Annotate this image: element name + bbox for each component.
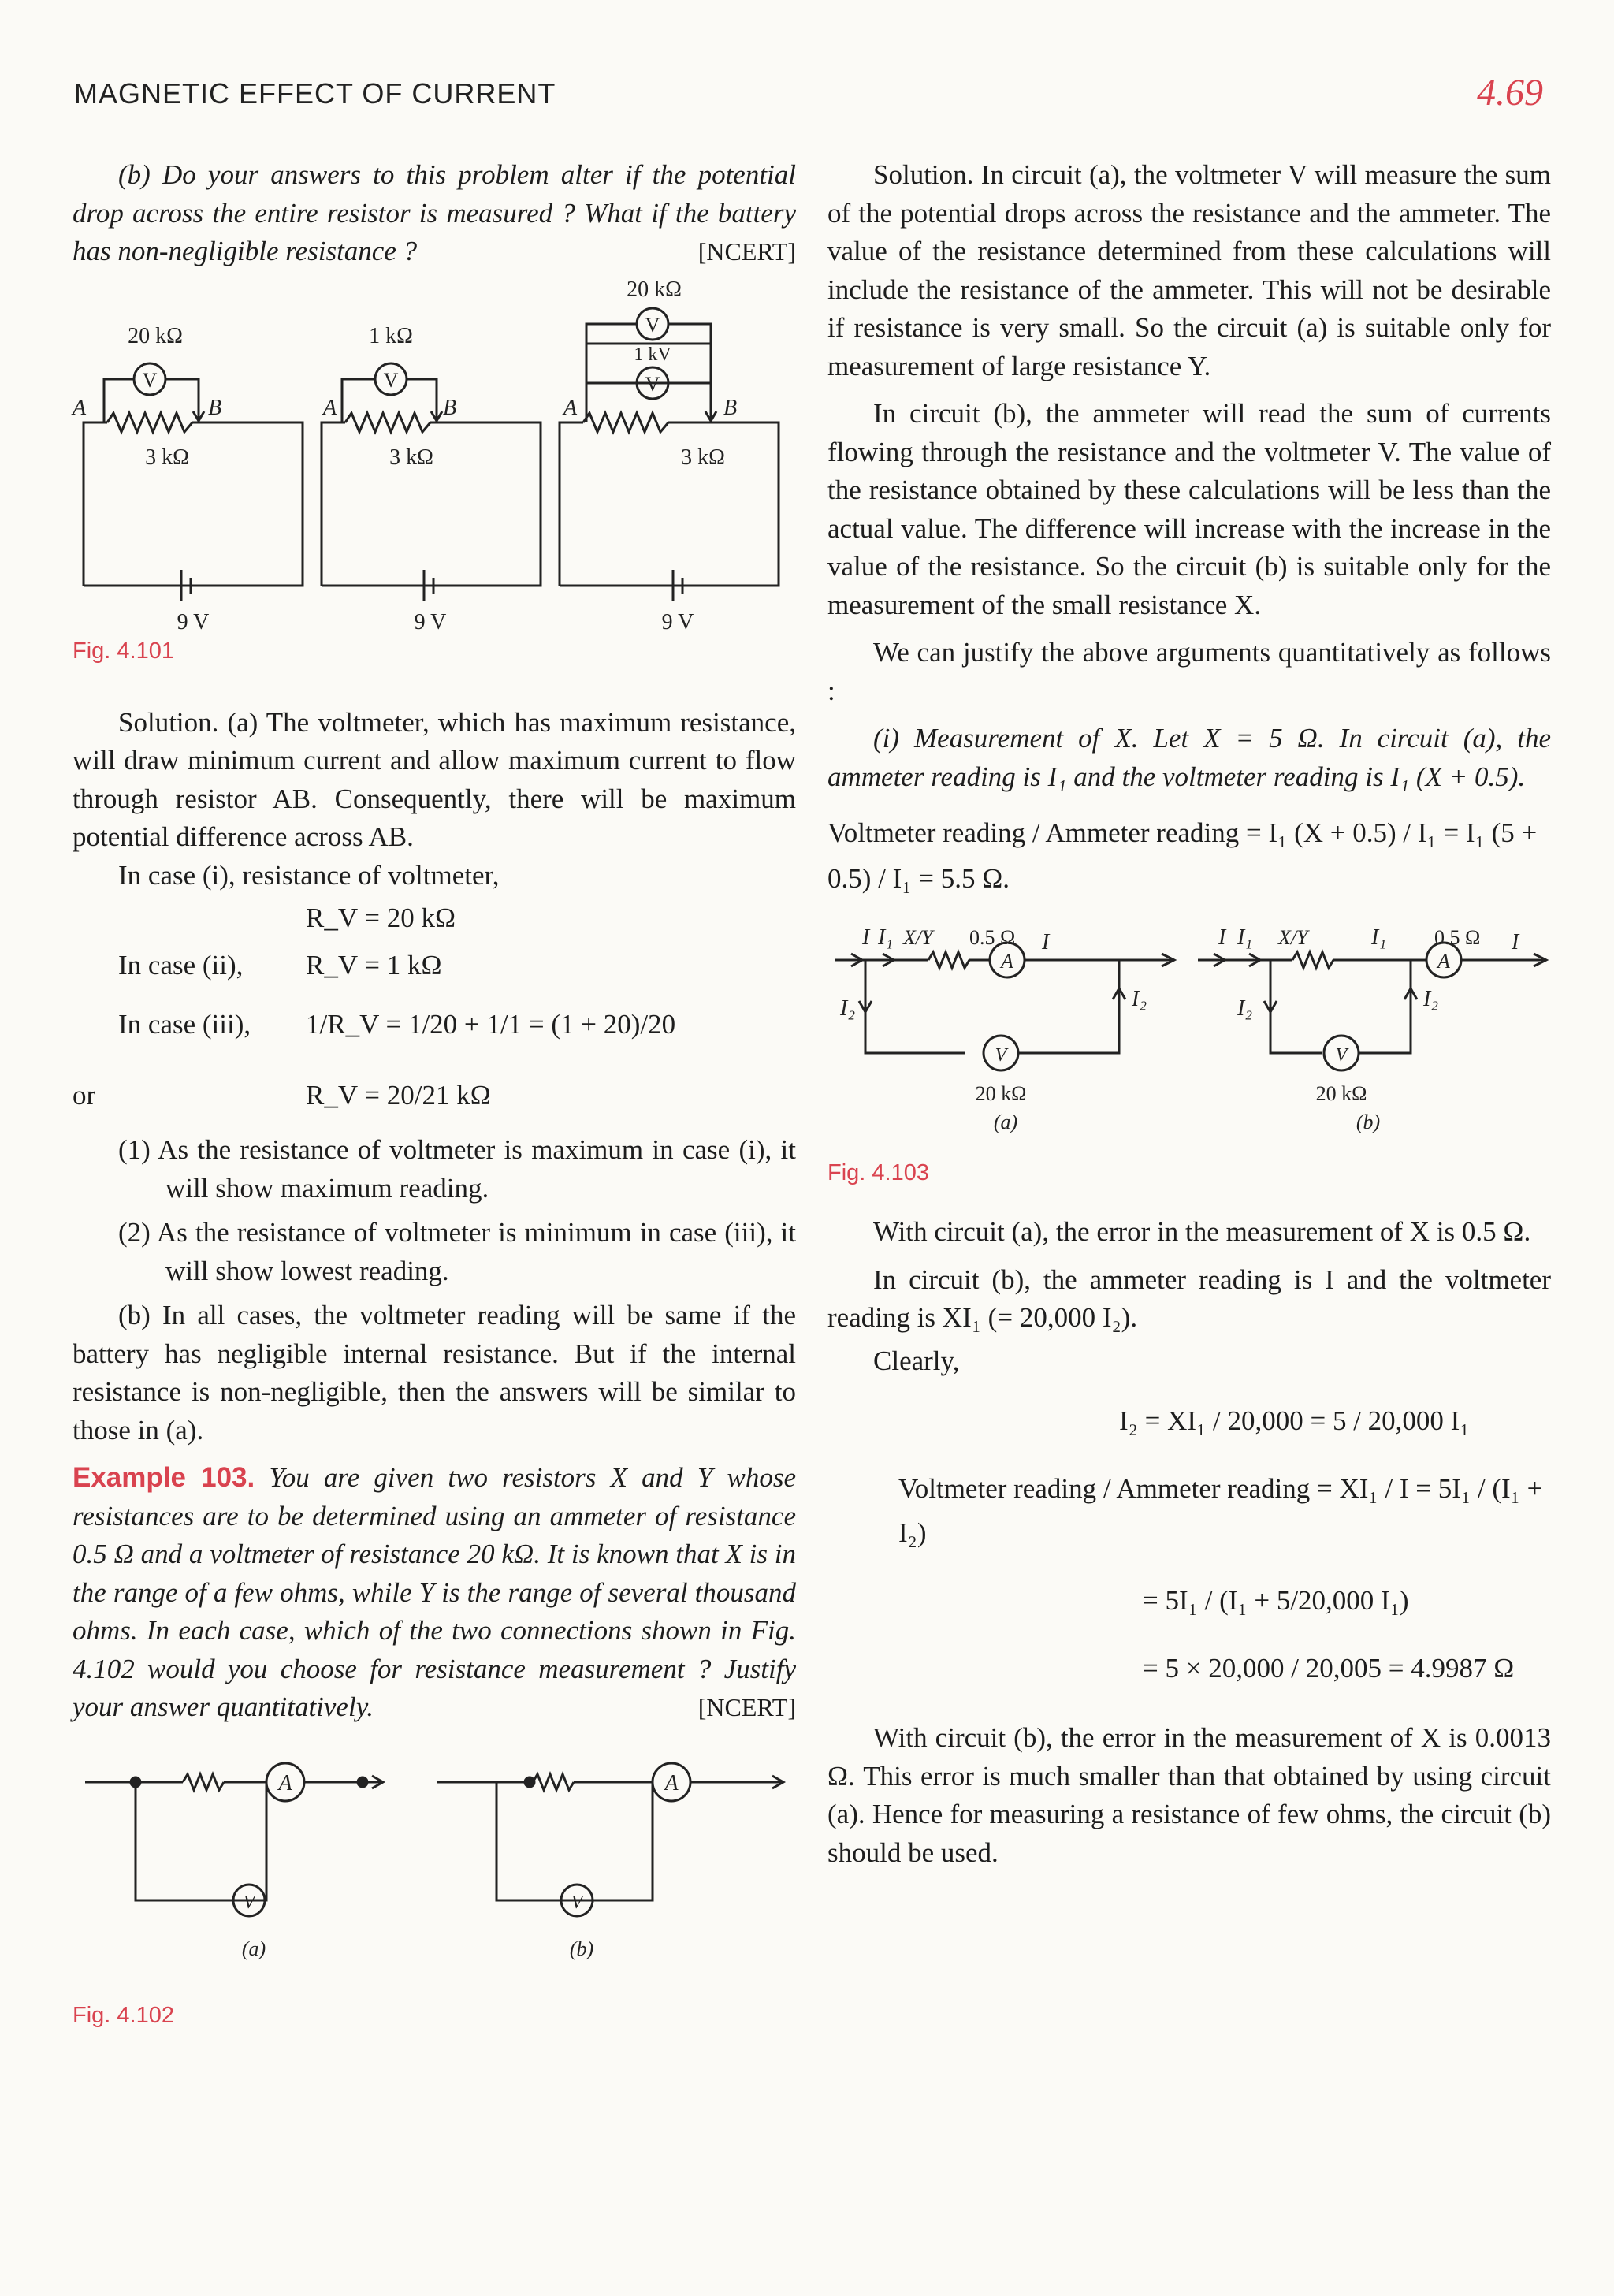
current-i1-label: I₁ xyxy=(878,925,894,950)
ammeter-b-symbol: A xyxy=(664,1770,679,1795)
c3-resistor-label: 3 kΩ xyxy=(681,445,725,470)
c2-point-a: A xyxy=(323,395,337,420)
ammeter-resistance-label: 0.5 Ω xyxy=(1434,926,1481,949)
list-item: (2) As the resistance of voltmeter is minimum in case (iii), it will show lowest reading. xyxy=(118,1217,796,1286)
voltmeter-b-symbol: V xyxy=(571,1892,583,1913)
equation-i2: I₂ = XI₁ / 20,000 = 5 / 20,000 I₁ xyxy=(1119,1405,1470,1436)
ammeter-a-symbol: A xyxy=(278,1770,292,1795)
case-i-equation: R_V = 20 kΩ xyxy=(306,902,456,933)
error-circuit-b: With circuit (b), the error in the measurement of X is 0.0013 Ω. This error is much smaller than that obtained by using circuit (a). Hence for measuring a resistance of few ohms, the circuit (b) should be used. xyxy=(827,1722,1551,1868)
voltmeter-resistance-label: 20 kΩ xyxy=(975,1082,1027,1105)
c2-resistor-label: 3 kΩ xyxy=(389,445,433,470)
fig-4-101-label: Fig. 4.101 xyxy=(73,638,174,664)
c2-voltmeter-symbol: V xyxy=(383,368,399,392)
current-i-label: I xyxy=(1042,930,1050,954)
ncert-tag: [NCERT] xyxy=(697,237,796,266)
c2-voltmeter-resistance: 1 kΩ xyxy=(369,323,413,348)
ammeter-resistance-label: 0.5 Ω xyxy=(969,926,1016,949)
resistor-xy-label: X/Y xyxy=(1278,926,1308,949)
resistor-xy-label: X/Y xyxy=(903,926,933,949)
fig-4-102-label: Fig. 4.102 xyxy=(73,2002,174,2028)
fig-102-caption-a: (a) xyxy=(241,1937,266,1960)
current-i2-label: I₂ xyxy=(1132,987,1147,1011)
c2-battery-label: 9 V xyxy=(414,609,447,634)
conclusion-list xyxy=(73,1131,796,1290)
c3-battery-label: 9 V xyxy=(661,609,694,634)
current-i2-label: I₂ xyxy=(1237,996,1253,1021)
figure-4-101 xyxy=(73,274,796,634)
list-item: (1) As the resistance of voltmeter is maximum in case (i), it will show maximum reading. xyxy=(118,1134,796,1204)
c3-voltmeter1-symbol: V xyxy=(645,313,660,337)
fig-103-caption-b: (b) xyxy=(1356,1111,1381,1133)
example-heading: Example 103. xyxy=(73,1462,255,1493)
c2-point-b: B xyxy=(443,395,457,420)
solution-paragraph-1: Solution. In circuit (a), the voltmeter V will measure the sum of the potential drops across the resistance and the ammeter. The value of the resistance determined from these calculations will include the resistance of the ammeter. This will not be desirable if resistance is very small. So the circuit (a) is suitable only for measurement of large resistance Y. xyxy=(827,159,1551,381)
ammeter-symbol: A xyxy=(1001,950,1013,973)
c3-voltmeter2-resistance: 1 kV xyxy=(634,344,671,365)
current-i1-label: I₁ xyxy=(1237,925,1253,950)
current-i-label: I xyxy=(1512,930,1519,954)
voltmeter-a-symbol: V xyxy=(243,1892,255,1913)
justify-text: We can justify the above arguments quantitatively as follows : xyxy=(827,637,1551,706)
running-header: MAGNETIC EFFECT OF CURRENT xyxy=(74,77,556,110)
page-number: 4.69 xyxy=(1477,72,1543,113)
current-i-label: I xyxy=(1218,925,1226,950)
ammeter-symbol: A xyxy=(1437,950,1450,973)
equation-ratio-a: Voltmeter reading / Ammeter reading = I₁ (X + 0.5) / I₁ = I₁ (5 + 0.5) / I₁ = 5.5 Ω. xyxy=(827,817,1538,894)
equation-result: = 5 × 20,000 / 20,005 = 4.9987 Ω xyxy=(1143,1653,1515,1684)
case-i-intro: In case (i), resistance of voltmeter, xyxy=(118,859,500,891)
current-i2-label: I₂ xyxy=(1423,987,1439,1011)
right-column xyxy=(827,156,1551,1872)
equation-ratio-b-step: = 5I₁ / (I₁ + 5/20,000 I₁) xyxy=(1143,1585,1409,1616)
current-i-label: I xyxy=(862,925,870,950)
equation-ratio-b: Voltmeter reading / Ammeter reading = XI₁ / I = 5I₁ / (I₁ + I₂) xyxy=(898,1473,1543,1548)
ncert-tag: [NCERT] xyxy=(697,1693,796,1721)
figure-4-103 xyxy=(827,913,1551,1149)
error-circuit-a: With circuit (a), the error in the measurement of X is 0.5 Ω. xyxy=(873,1216,1531,1247)
case-ii-row: In case (ii), R_V = 1 kΩ xyxy=(118,950,442,981)
solution-part-a: Solution. (a) The voltmeter, which has maximum resistance, will draw minimum current and allow maximum current to flow through resistor AB. Consequently, there will be maximum potential difference across AB. xyxy=(73,706,796,852)
c1-voltmeter-symbol: V xyxy=(142,368,158,392)
c3-point-a: A xyxy=(563,395,578,420)
part-b-answer: (b) In all cases, the voltmeter reading will be same if the battery has negligible internal resistance. But if the internal resistance is non-negligible, then the answers will be similar to those in (a). xyxy=(73,1300,796,1446)
figure-4-102 xyxy=(73,1751,796,1987)
voltmeter-symbol: V xyxy=(1335,1045,1348,1066)
c1-battery-label: 9 V xyxy=(177,609,210,634)
example-103: Example 103. You are given two resistors X and Y whose resistances are to be determined using an ammeter of resistance 0.5 Ω and a voltmeter of resistance 20 kΩ. It is known that X is in the range of a few ohms, while Y is the range of several thousand ohms. In each case, which of the two connections shown in Fig. 4.102 would you choose for resistance measurement ? Justify your answer quantitatively. [NCERT] xyxy=(73,1459,796,1727)
c1-voltmeter-resistance: 20 kΩ xyxy=(128,323,183,348)
or-row: or R_V = 20/21 kΩ xyxy=(73,1080,491,1111)
fig-4-103-label: Fig. 4.103 xyxy=(827,1160,929,1185)
c3-voltmeter1-resistance: 20 kΩ xyxy=(627,277,682,302)
voltmeter-resistance-label: 20 kΩ xyxy=(1315,1082,1367,1105)
fig-103-caption-a: (a) xyxy=(993,1111,1018,1133)
voltmeter-symbol: V xyxy=(995,1045,1007,1066)
c1-point-a: A xyxy=(73,395,87,420)
current-i1-label: I₁ xyxy=(1371,925,1387,950)
c3-point-b: B xyxy=(723,395,738,420)
case-iii-row: In case (iii), 1/R_V = 1/20 + 1/1 = (1 + 20)/20 xyxy=(118,1009,676,1040)
solution-paragraph-2: In circuit (b), the ammeter will read the sum of currents flowing through the resistance and the voltmeter V. The value of the resistance obtained by these calculations will be less than the actual value. The difference will increase with the increase in the value of the resistance. So the circuit (b) is suitable only for the measurement of the small resistance X. xyxy=(827,398,1551,620)
fig-102-caption-b: (b) xyxy=(569,1937,594,1960)
left-column xyxy=(73,156,796,2029)
circuit-b-text: In circuit (b), the ammeter reading is I and the voltmeter reading is XI₁ (= 20,000 I₂). xyxy=(827,1263,1551,1333)
clearly-text: Clearly, xyxy=(873,1345,960,1376)
c1-point-b: B xyxy=(208,395,222,420)
current-i2-label: I₂ xyxy=(840,996,856,1021)
c1-resistor-label: 3 kΩ xyxy=(145,445,189,470)
c3-voltmeter2-symbol: V xyxy=(645,372,660,396)
measurement-x-text: (i) Measurement of X. Let X = 5 Ω. In circuit (a), the ammeter reading is I₁ and the voltmeter reading is I₁ (X + 0.5). xyxy=(827,723,1551,792)
question-part-b: (b) Do your answers to this problem alter if the potential drop across the entire resistor is measured ? What if the battery has non-negligible resistance ? [NCERT] xyxy=(73,156,796,271)
